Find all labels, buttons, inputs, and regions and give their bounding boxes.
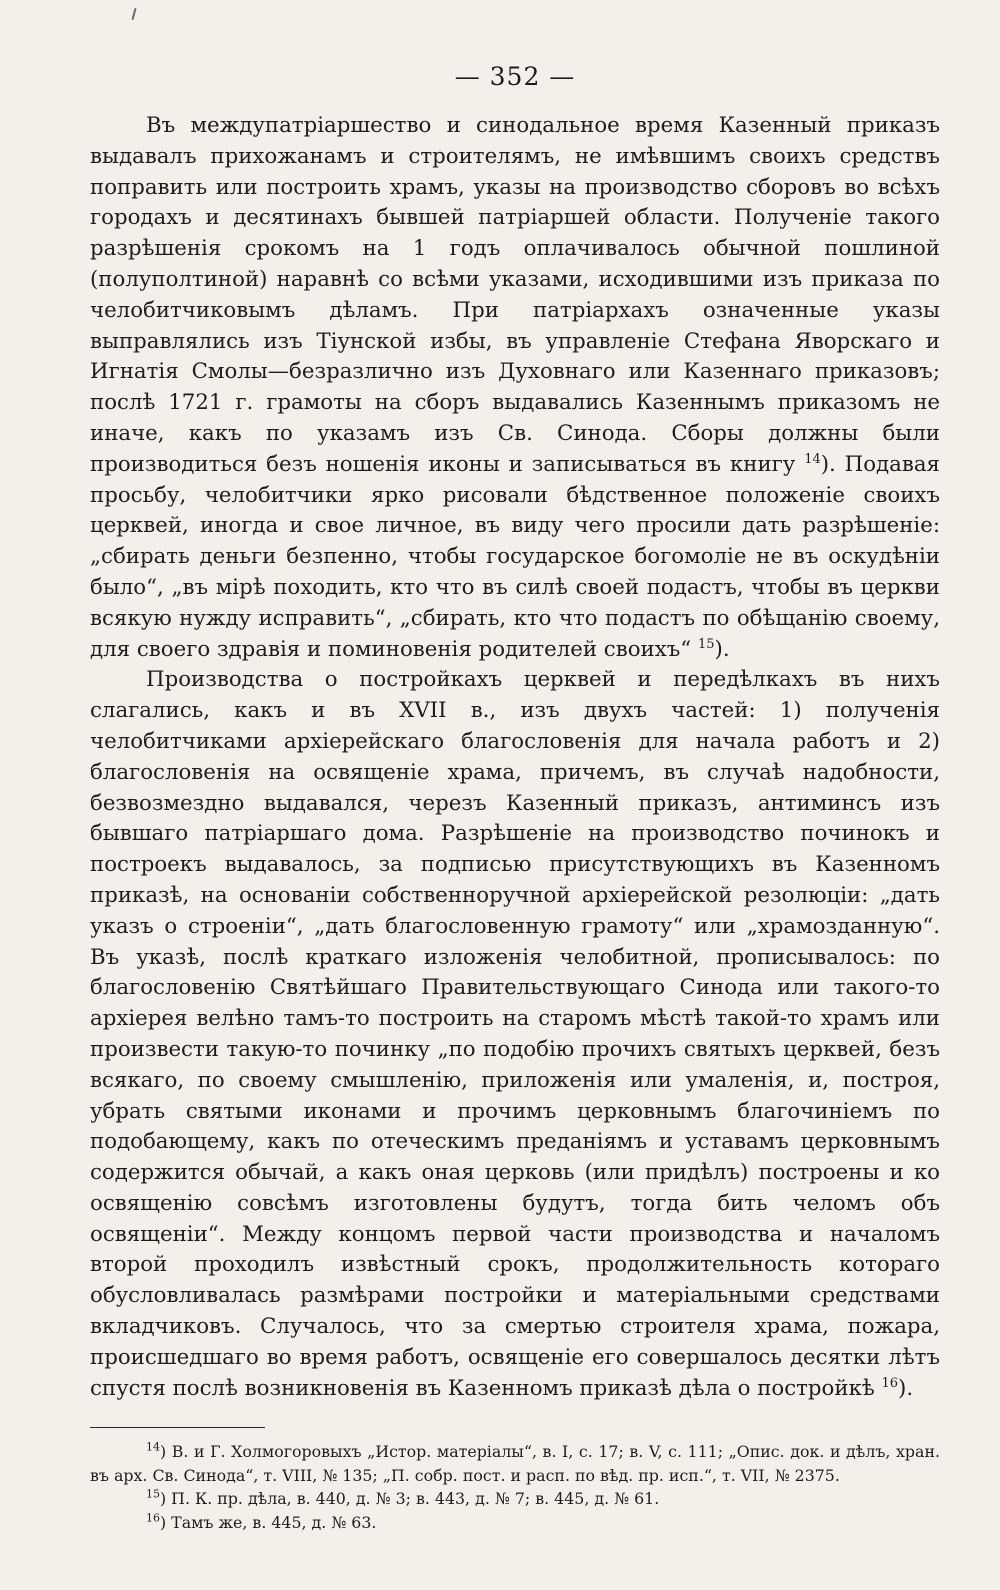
footnote-text: ) П. К. пр. дѣла, в. 440, д. № 3; в. 443, д. № 7; в. 445, д. № 61. (160, 1489, 660, 1509)
paragraph-1-text-c: ). (714, 636, 730, 662)
footnote-ref-16[interactable]: 16 (881, 1375, 899, 1391)
footnote-divider (90, 1427, 265, 1428)
paragraph-2-text-b: ). (898, 1375, 914, 1401)
paragraph-1-text-b: ). Подавая просьбу, челобитчики ярко рисовали бѣдственное положеніе своихъ церквей, иногда и свое личное, въ виду чего просили дать разрѣшеніе: „сбирать деньги безпенно, чтобы государское богомоліе не въ оскудѣніи было“, „въ мірѣ походить, кто что въ силѣ своей подастъ, чтобы въ церкви всякую нужду исправить“, „сбирать, кто что подастъ по обѣщанію своему, для своего здравія и поминовенія родителей своихъ“ (90, 451, 940, 662)
page-number: — 352 — (454, 62, 576, 91)
paragraph-2 (90, 665, 940, 1404)
paragraph-2-text-a: Производства о постройкахъ церквей и передѣлкахъ въ нихъ слагались, какъ и въ XVII в., изъ двухъ частей: 1) полученія челобитчиками архіерейскаго благословенія для начала работъ и 2) благословенія на освященіе храма, причемъ, въ случаѣ надобности, безвозмездно выдавался, черезъ Казенный приказъ, антиминсъ изъ бывшаго патріаршаго дома. Разрѣшеніе на производство починокъ и построекъ выдавалось, за подписью присутствующихъ въ Казенномъ приказѣ, на основаніи собственноручной архіерейской резолюціи: „дать указъ о строеніи“, „дать благословенную грамоту“ или „храмозданную“. Въ указѣ, послѣ краткаго изложенія челобитной, прописывалось: по благословенію Святѣйшаго Правительствующаго Синода или такого-то архіерея велѣно тамъ-то построить на старомъ мѣстѣ такой-то храмъ или произвести такую-то починку „по подобію прочихъ святыхъ церквей, безъ всякаго, по своему смышленію, приложенія или умаленія, и, построя, убрать святыми иконами и прочимъ церковнымъ благочиніемъ по подобающему, какъ по отеческимъ преданіямъ и уставамъ церковнымъ содержится обычай, а какъ оная церковь (или придѣлъ) построены и ко освященію совсѣмъ изготовлены будутъ, тогда бить челомъ объ освященіи“. Между концомъ первой части производства и началомъ второй проходилъ извѣстный срокъ, продолжительность котораго обусловливалась размѣрами постройки и матеріальными средствами вкладчиковъ. Случалось, что за смертью строителя храма, пожара, происшедшаго во время работъ, освященіе его совершалось десятки лѣтъ спустя послѣ возникновенія въ Казенномъ приказѣ дѣла о постройкѣ (90, 667, 940, 1401)
footnote-mark: 14 (146, 1441, 160, 1455)
footnote-text: ) В. и Г. Холмогоровыхъ „Истор. матеріалы“, в. I, с. 17; в. V, с. 111; „Опис. док. и дѣлъ, хран. въ арх. Св. Синода“, т. VIII, № 135; „П. собр. пост. и расп. по вѣд. пр. исп.“, т. VII, № 2375. (90, 1442, 940, 1485)
footnote-ref-14[interactable]: 14 (804, 451, 821, 467)
footnotes (90, 1440, 940, 1534)
footnote-text: ) Тамъ же, в. 445, д. № 63. (160, 1512, 377, 1532)
footnote-ref-15[interactable]: 15 (697, 636, 715, 652)
footnote-mark: 15 (146, 1488, 160, 1502)
paragraph-1 (90, 111, 940, 665)
footnote-16 (90, 1511, 940, 1535)
footnote-15 (90, 1487, 940, 1511)
pencil-mark (131, 8, 136, 20)
footnote-14 (90, 1440, 940, 1487)
footnote-mark: 16 (146, 1511, 160, 1525)
paragraph-1-text-a: Въ междупатріаршество и синодальное время Казенный приказъ выдавалъ прихожанамъ и строителямъ, не имѣвшимъ своихъ средствъ поправить или построить храмъ, указы на производство сборовъ во всѣхъ городахъ и десятинахъ бывшей патріаршей области. Полученіе такого разрѣшенія срокомъ на 1 годъ оплачивалось обычной пошлиной (полуполтиной) наравнѣ со всѣми указами, исходившими изъ приказа по челобитчиковымъ дѣламъ. При патріархахъ означенные указы выправлялись изъ Тіунской избы, въ управленіе Стефана Яворскаго и Игнатія Смолы—безразлично изъ Духовнаго или Казеннаго приказовъ; послѣ 1721 г. грамоты на сборъ выдавались Казеннымъ приказомъ не иначе, какъ по указамъ изъ Св. Синода. Сборы должны были производиться безъ ношенія иконы и записываться въ книгу (90, 113, 940, 477)
